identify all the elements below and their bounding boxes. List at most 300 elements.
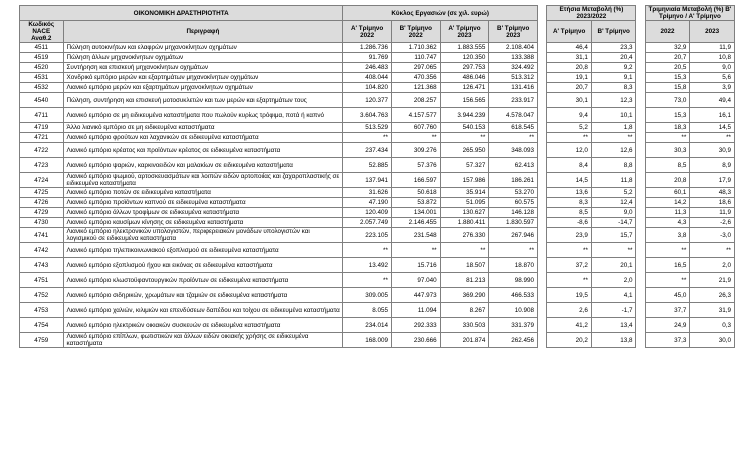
quarterly-change-2022-cell: 15,3	[645, 73, 690, 83]
turnover-q1-2023-cell: 201.874	[440, 333, 489, 348]
description-cell: Λιανικό εμπόριο προϊόντων καπνού σε ειδικευμένα καταστήματα	[63, 198, 343, 208]
column-gap	[636, 228, 645, 243]
table-row	[20, 243, 735, 258]
quarterly-change-2023-cell: 31,9	[690, 303, 735, 318]
turnover-q2-2022-cell: 470.356	[391, 73, 440, 83]
statistics-table-container	[19, 5, 735, 348]
description-cell: Λιανικό εμπόριο ψαριών, καρκινοειδών και μαλακίων σε ειδικευμένα καταστήματα	[63, 158, 343, 173]
column-gap	[636, 318, 645, 333]
column-gap	[538, 318, 547, 333]
nace-code-cell: 4743	[20, 258, 64, 273]
nace-code-cell: 4729	[20, 208, 64, 218]
annual-change-q2-cell: 11,8	[591, 173, 636, 188]
nace-code-cell: 4519	[20, 53, 64, 63]
column-gap	[636, 73, 645, 83]
description-cell: Λιανικό εμπόριο σε μη ειδικευμένα καταστήματα που πωλούν κυρίως τρόφιμα, ποτά ή καπνό	[63, 108, 343, 123]
nace-code-cell: 4752	[20, 288, 64, 303]
annual-change-q1-cell: 30,1	[547, 93, 592, 108]
column-gap	[538, 303, 547, 318]
column-gap	[538, 228, 547, 243]
nace-code-cell: 4723	[20, 158, 64, 173]
nace-code-cell: 4751	[20, 273, 64, 288]
column-gap	[636, 288, 645, 303]
nace-code-cell: 4753	[20, 303, 64, 318]
column-gap	[538, 133, 547, 143]
quarterly-change-2022-cell: 24,9	[645, 318, 690, 333]
turnover-q1-2023-cell: 486.046	[440, 73, 489, 83]
annual-change-q1-cell: 14,5	[547, 173, 592, 188]
table-row	[20, 93, 735, 108]
turnover-q1-2022-cell: **	[343, 133, 392, 143]
annual-change-q1-cell: **	[547, 243, 592, 258]
quarterly-change-2022-cell: 37,7	[645, 303, 690, 318]
quarterly-change-2022-cell: 20,7	[645, 53, 690, 63]
column-gap	[538, 273, 547, 288]
description-cell: Λιανικό εμπόριο ψωμιού, αρτοσκευασμάτων και λοιπών ειδών αρτοποιίας και ζαχαροπλαστικής σε ειδικευμένα καταστήματα	[63, 173, 343, 188]
turnover-q2-2022-cell: 11.094	[391, 303, 440, 318]
description-cell: Λιανικό εμπόριο επίπλων, φωτιστικών και άλλων ειδών οικιακής χρήσης σε ειδικευμένα καταστήματα	[63, 333, 343, 348]
nace-code-cell: 4721	[20, 133, 64, 143]
annual-change-q2-cell: 13,4	[591, 318, 636, 333]
turnover-q2-2022-cell: **	[391, 133, 440, 143]
column-gap	[636, 43, 645, 53]
turnover-q2-2022-cell: 134.001	[391, 208, 440, 218]
turnover-q2-2023-cell: 53.270	[489, 188, 538, 198]
table-row	[20, 73, 735, 83]
turnover-q2-2023-cell: 513.312	[489, 73, 538, 83]
quarterly-change-2022-cell: 8,5	[645, 158, 690, 173]
turnover-q1-2023-cell: 297.753	[440, 63, 489, 73]
description-cell: Λιανικό εμπόριο ποτών σε ειδικευμένα καταστήματα	[63, 188, 343, 198]
annual-group-header: Ετήσια Μεταβολή (%) 2023/2022	[547, 6, 636, 21]
quarterly-change-2023-cell: -2,6	[690, 218, 735, 228]
activity-title: ΟΙΚΟΝΟΜΙΚΗ ΔΡΑΣΤΗΡΙΟΤΗΤΑ	[20, 6, 343, 21]
annual-q1-header: Α' Τρίμηνο	[547, 21, 592, 43]
quarterly-change-2023-cell: 14,5	[690, 123, 735, 133]
description-cell: Συντήρηση και επισκευή μηχανοκίνητων οχημάτων	[63, 63, 343, 73]
column-gap	[636, 218, 645, 228]
nace-code-cell: 4520	[20, 63, 64, 73]
turnover-q2-2023-cell: 262.456	[489, 333, 538, 348]
column-gap	[538, 288, 547, 303]
turnover-q2-2023-cell: 267.946	[489, 228, 538, 243]
turnover-q2-2023-cell: 1.830.597	[489, 218, 538, 228]
turnover-q2-2022-cell: 110.747	[391, 53, 440, 63]
nace-code-cell: 4741	[20, 228, 64, 243]
description-cell: Λιανικό εμπόριο μερών και εξαρτημάτων μηχανοκίνητων οχημάτων	[63, 83, 343, 93]
column-gap	[538, 243, 547, 258]
turnover-q2-2022-cell: 121.368	[391, 83, 440, 93]
table-row	[20, 43, 735, 53]
table-body	[20, 43, 735, 348]
turnover-q2-2023-cell: 466.533	[489, 288, 538, 303]
turnover-q1-2023-cell: 3.944.239	[440, 108, 489, 123]
turnover-q1-2023-cell: 8.267	[440, 303, 489, 318]
annual-change-q2-cell: **	[591, 133, 636, 143]
annual-change-q1-cell: **	[547, 273, 592, 288]
column-gap	[538, 258, 547, 273]
quarterly-change-2023-cell: 16,1	[690, 108, 735, 123]
quarterly-change-2022-cell: 15,3	[645, 108, 690, 123]
column-gap	[538, 6, 547, 43]
nace-code-cell: 4540	[20, 93, 64, 108]
turnover-q1-2022-cell: 408.044	[343, 73, 392, 83]
turnover-q2-2022-cell: 4.157.577	[391, 108, 440, 123]
quarterly-change-2022-cell: 73,0	[645, 93, 690, 108]
annual-change-q1-cell: 20,2	[547, 333, 592, 348]
turnover-q2-2022-cell: 50.618	[391, 188, 440, 198]
column-gap	[538, 93, 547, 108]
column-gap	[538, 198, 547, 208]
turnover-q2-2022-header: Β' Τρίμηνο 2022	[391, 21, 440, 43]
table-row	[20, 208, 735, 218]
turnover-q1-2023-cell: 157.986	[440, 173, 489, 188]
table-row	[20, 303, 735, 318]
annual-change-q1-cell: 9,4	[547, 108, 592, 123]
quarterly-change-2022-cell: 3,8	[645, 228, 690, 243]
turnover-q1-2022-cell: 237.434	[343, 143, 392, 158]
turnover-q1-2022-cell: 223.105	[343, 228, 392, 243]
annual-change-q2-cell: 9,2	[591, 63, 636, 73]
annual-change-q1-cell: 31,1	[547, 53, 592, 63]
table-row	[20, 218, 735, 228]
turnover-q1-2022-cell: 120.377	[343, 93, 392, 108]
turnover-q1-2023-cell: 35.914	[440, 188, 489, 198]
turnover-q1-2022-cell: 246.483	[343, 63, 392, 73]
column-gap	[636, 198, 645, 208]
column-gap	[636, 243, 645, 258]
quarterly-change-2022-cell: 37,3	[645, 333, 690, 348]
nace-code-cell: 4726	[20, 198, 64, 208]
table-row	[20, 273, 735, 288]
turnover-q2-2023-cell: 10.908	[489, 303, 538, 318]
turnover-q2-2022-cell: 230.666	[391, 333, 440, 348]
annual-change-q1-cell: 8,5	[547, 208, 592, 218]
column-gap	[538, 218, 547, 228]
annual-change-q2-cell: 12,3	[591, 93, 636, 108]
quarterly-change-2023-cell: **	[690, 243, 735, 258]
description-cell: Λιανικό εμπόριο χαλιών, κιλιμιών και επενδύσεων δαπέδου και τοίχου σε ειδικευμένα καταστήματα	[63, 303, 343, 318]
nace-code-cell: 4754	[20, 318, 64, 333]
turnover-q2-2023-cell: 348.093	[489, 143, 538, 158]
table-row	[20, 258, 735, 273]
quarterly-change-2022-cell: 20,5	[645, 63, 690, 73]
annual-q2-header: Β' Τρίμηνο	[591, 21, 636, 43]
quarterly-change-2022-cell: 4,3	[645, 218, 690, 228]
quarterly-change-2022-cell: 18,3	[645, 123, 690, 133]
quarterly-change-2023-cell: **	[690, 133, 735, 143]
annual-change-q2-cell: 8,8	[591, 158, 636, 173]
column-gap	[538, 83, 547, 93]
column-gap	[636, 53, 645, 63]
table-row	[20, 333, 735, 348]
column-gap	[636, 63, 645, 73]
turnover-q1-2023-cell: 330.503	[440, 318, 489, 333]
annual-change-q2-cell: 23,3	[591, 43, 636, 53]
description-cell: Χονδρικό εμπόριο μερών και εξαρτημάτων μηχανοκίνητων οχημάτων	[63, 73, 343, 83]
turnover-q1-2023-cell: 81.213	[440, 273, 489, 288]
annual-change-q2-cell: 9,0	[591, 208, 636, 218]
column-gap	[538, 73, 547, 83]
quarterly-2023-header: 2023	[690, 21, 735, 43]
turnover-q1-2023-cell: **	[440, 133, 489, 143]
turnover-q1-2022-cell: 31.626	[343, 188, 392, 198]
annual-change-q1-cell: 46,4	[547, 43, 592, 53]
column-gap	[636, 208, 645, 218]
turnover-q2-2022-cell: **	[391, 243, 440, 258]
turnover-q2-2023-cell: 331.379	[489, 318, 538, 333]
turnover-q2-2022-cell: 607.760	[391, 123, 440, 133]
annual-change-q1-cell: 41,2	[547, 318, 592, 333]
description-cell: Λιανικό εμπόριο ηλεκτρονικών υπολογιστών, περιφερειακών μονάδων υπολογιστών και λογισμικού σε ειδικευμένα καταστήματα	[63, 228, 343, 243]
turnover-q2-2023-cell: 324.492	[489, 63, 538, 73]
turnover-q1-2022-cell: 2.057.749	[343, 218, 392, 228]
quarterly-change-2023-cell: 0,3	[690, 318, 735, 333]
annual-change-q1-cell: 20,7	[547, 83, 592, 93]
column-gap	[636, 303, 645, 318]
column-gap	[636, 133, 645, 143]
description-cell: Λιανικό εμπόριο κρέατος και προϊόντων κρέατος σε ειδικευμένα καταστήματα	[63, 143, 343, 158]
turnover-q2-2023-cell: 618.545	[489, 123, 538, 133]
nace-code-cell: 4724	[20, 173, 64, 188]
turnover-q2-2022-cell: 297.065	[391, 63, 440, 73]
table-row	[20, 53, 735, 63]
column-gap	[636, 93, 645, 108]
turnover-q2-2022-cell: 1.710.362	[391, 43, 440, 53]
turnover-q1-2022-cell: 234.014	[343, 318, 392, 333]
turnover-q1-2023-cell: 120.350	[440, 53, 489, 63]
column-gap	[636, 173, 645, 188]
column-gap	[636, 273, 645, 288]
turnover-q1-2023-cell: 276.330	[440, 228, 489, 243]
quarterly-change-2022-cell: 45,0	[645, 288, 690, 303]
table-row	[20, 63, 735, 73]
description-cell: Πώληση άλλων μηχανοκίνητων οχημάτων	[63, 53, 343, 63]
description-cell: Λιανικό εμπόριο τηλεπικοινωνιακού εξοπλισμού σε ειδικευμένα καταστήματα	[63, 243, 343, 258]
nace-code-cell: 4742	[20, 243, 64, 258]
quarterly-change-2023-cell: 17,9	[690, 173, 735, 188]
annual-change-q2-cell: -14,7	[591, 218, 636, 228]
quarterly-change-2022-cell: 30,3	[645, 143, 690, 158]
quarterly-change-2023-cell: 49,4	[690, 93, 735, 108]
turnover-q2-2023-cell: 18.870	[489, 258, 538, 273]
quarterly-change-2023-cell: -3,0	[690, 228, 735, 243]
column-gap	[538, 123, 547, 133]
turnover-q2-2022-cell: 166.597	[391, 173, 440, 188]
turnover-table	[19, 5, 735, 348]
turnover-q2-2022-cell: 208.257	[391, 93, 440, 108]
nace-code-cell: 4531	[20, 73, 64, 83]
quarterly-change-2022-cell: **	[645, 273, 690, 288]
annual-change-q2-cell: 20,4	[591, 53, 636, 63]
column-gap	[538, 208, 547, 218]
column-gap	[538, 173, 547, 188]
table-row	[20, 158, 735, 173]
quarterly-group-header: Τριμηνιαία Μεταβολή (%) Β' Τρίμηνο / Α' Τρίμηνο	[645, 6, 734, 21]
description-cell: Λιανικό εμπόριο άλλων τροφίμων σε ειδικευμένα καταστήματα	[63, 208, 343, 218]
annual-change-q1-cell: 13,6	[547, 188, 592, 198]
turnover-q1-2022-cell: 52.885	[343, 158, 392, 173]
annual-change-q2-cell: 8,3	[591, 83, 636, 93]
turnover-q1-2023-header: Α' Τρίμηνο 2023	[440, 21, 489, 43]
quarterly-change-2022-cell: 32,9	[645, 43, 690, 53]
column-gap	[636, 158, 645, 173]
turnover-q2-2022-cell: 53.872	[391, 198, 440, 208]
nace-code-cell: 4532	[20, 83, 64, 93]
quarterly-change-2023-cell: 18,6	[690, 198, 735, 208]
quarterly-change-2022-cell: 14,2	[645, 198, 690, 208]
column-gap	[538, 333, 547, 348]
nace-code-cell: 4759	[20, 333, 64, 348]
quarterly-change-2023-cell: 11,9	[690, 208, 735, 218]
table-row	[20, 188, 735, 198]
turnover-q1-2022-cell: 120.409	[343, 208, 392, 218]
annual-change-q2-cell: 4,1	[591, 288, 636, 303]
turnover-q2-2023-cell: **	[489, 243, 538, 258]
turnover-q1-2023-cell: 126.471	[440, 83, 489, 93]
annual-change-q1-cell: 37,2	[547, 258, 592, 273]
quarterly-change-2023-cell: 21,9	[690, 273, 735, 288]
column-gap	[636, 143, 645, 158]
quarterly-change-2023-cell: 10,8	[690, 53, 735, 63]
turnover-q1-2023-cell: 1.880.411	[440, 218, 489, 228]
annual-change-q2-cell: 15,7	[591, 228, 636, 243]
turnover-q2-2022-cell: 97.040	[391, 273, 440, 288]
nace-code-cell: 4722	[20, 143, 64, 158]
quarterly-change-2022-cell: 16,5	[645, 258, 690, 273]
description-cell: Λιανικό εμπόριο σιδηρικών, χρωμάτων και τζαμιών σε ειδικευμένα καταστήματα	[63, 288, 343, 303]
quarterly-change-2023-cell: 9,0	[690, 63, 735, 73]
annual-change-q1-cell: 5,2	[547, 123, 592, 133]
turnover-q2-2022-cell: 292.333	[391, 318, 440, 333]
table-row	[20, 123, 735, 133]
nace-code-cell: 4511	[20, 43, 64, 53]
turnover-q1-2022-cell: 91.769	[343, 53, 392, 63]
description-cell: Πώληση, συντήρηση και επισκευή μοτοσυκλετών και των μερών και εξαρτημάτων τους	[63, 93, 343, 108]
turnover-q2-2023-cell: 60.575	[489, 198, 538, 208]
column-gap	[538, 143, 547, 158]
annual-change-q1-cell: -8,6	[547, 218, 592, 228]
annual-change-q1-cell: 8,4	[547, 158, 592, 173]
description-column-header: Περιγραφή	[63, 21, 343, 43]
description-cell: Άλλο λιανικό εμπόριο σε μη ειδικευμένα καταστήματα	[63, 123, 343, 133]
column-gap	[636, 6, 645, 43]
turnover-q2-2022-cell: 57.376	[391, 158, 440, 173]
annual-change-q2-cell: 10,1	[591, 108, 636, 123]
table-row	[20, 198, 735, 208]
quarterly-change-2022-cell: 60,1	[645, 188, 690, 198]
table-row	[20, 228, 735, 243]
nace-code-cell: 4719	[20, 123, 64, 133]
quarterly-change-2023-cell: 30,9	[690, 143, 735, 158]
turnover-q2-2023-cell: 2.108.404	[489, 43, 538, 53]
table-row	[20, 318, 735, 333]
turnover-q1-2023-cell: 156.565	[440, 93, 489, 108]
turnover-q1-2022-cell: 8.055	[343, 303, 392, 318]
annual-change-q2-cell: 5,2	[591, 188, 636, 198]
annual-change-q1-cell: 19,5	[547, 288, 592, 303]
turnover-q2-2023-cell: 4.578.047	[489, 108, 538, 123]
turnover-q1-2022-cell: 1.286.736	[343, 43, 392, 53]
turnover-q1-2023-cell: 57.327	[440, 158, 489, 173]
turnover-q1-2022-cell: **	[343, 243, 392, 258]
turnover-q2-2023-cell: 98.990	[489, 273, 538, 288]
annual-change-q1-cell: **	[547, 133, 592, 143]
column-gap	[538, 63, 547, 73]
table-row	[20, 133, 735, 143]
nace-code-cell: 4725	[20, 188, 64, 198]
column-gap	[538, 158, 547, 173]
quarterly-2022-header: 2022	[645, 21, 690, 43]
annual-change-q2-cell: 1,8	[591, 123, 636, 133]
turnover-q1-2023-cell: 51.095	[440, 198, 489, 208]
turnover-q1-2022-cell: 104.820	[343, 83, 392, 93]
turnover-q1-2023-cell: 369.290	[440, 288, 489, 303]
table-row	[20, 83, 735, 93]
quarterly-change-2023-cell: 2,0	[690, 258, 735, 273]
description-cell: Πώληση αυτοκινήτων και ελαφρών μηχανοκίνητων οχημάτων	[63, 43, 343, 53]
annual-change-q2-cell: 2,0	[591, 273, 636, 288]
quarterly-change-2023-cell: 3,9	[690, 83, 735, 93]
turnover-q1-2022-cell: 137.941	[343, 173, 392, 188]
turnover-q2-2022-cell: 15.716	[391, 258, 440, 273]
annual-change-q2-cell: 9,1	[591, 73, 636, 83]
turnover-q1-2023-cell: 540.153	[440, 123, 489, 133]
turnover-q2-2023-cell: 146.128	[489, 208, 538, 218]
turnover-q1-2022-cell: **	[343, 273, 392, 288]
table-row	[20, 108, 735, 123]
table-row	[20, 143, 735, 158]
quarterly-change-2022-cell: 20,8	[645, 173, 690, 188]
turnover-q1-2022-cell: 3.604.763	[343, 108, 392, 123]
annual-change-q1-cell: 12,0	[547, 143, 592, 158]
column-gap	[538, 53, 547, 63]
annual-change-q2-cell: 12,6	[591, 143, 636, 158]
annual-change-q2-cell: 20,1	[591, 258, 636, 273]
nace-code-cell: 4730	[20, 218, 64, 228]
quarterly-change-2023-cell: 8,9	[690, 158, 735, 173]
column-gap	[636, 333, 645, 348]
turnover-q2-2022-cell: 2.146.455	[391, 218, 440, 228]
annual-change-q2-cell: -1,7	[591, 303, 636, 318]
table-row	[20, 173, 735, 188]
column-gap	[538, 43, 547, 53]
quarterly-change-2023-cell: 26,3	[690, 288, 735, 303]
turnover-q2-2022-cell: 447.973	[391, 288, 440, 303]
column-gap	[636, 123, 645, 133]
turnover-q1-2022-cell: 13.492	[343, 258, 392, 273]
table-header	[20, 6, 735, 43]
description-cell: Λιανικό εμπόριο κλωστοϋφαντουργικών προϊόντων σε ειδικευμένα καταστήματα	[63, 273, 343, 288]
turnover-q2-2023-cell: **	[489, 133, 538, 143]
turnover-q1-2023-cell: 1.883.555	[440, 43, 489, 53]
column-gap	[636, 108, 645, 123]
turnover-group-header: Κύκλος Εργασιών (σε χιλ. ευρώ)	[343, 6, 538, 21]
annual-change-q2-cell: 12,4	[591, 198, 636, 208]
annual-change-q1-cell: 20,8	[547, 63, 592, 73]
annual-change-q2-cell: 13,8	[591, 333, 636, 348]
description-cell: Λιανικό εμπόριο καυσίμων κίνησης σε ειδικευμένα καταστήματα	[63, 218, 343, 228]
turnover-q2-2023-cell: 133.388	[489, 53, 538, 63]
turnover-q2-2022-cell: 309.276	[391, 143, 440, 158]
description-cell: Λιανικό εμπόριο φρούτων και λαχανικών σε ειδικευμένα καταστήματα	[63, 133, 343, 143]
annual-change-q1-cell: 8,3	[547, 198, 592, 208]
nace-code-cell: 4711	[20, 108, 64, 123]
turnover-q1-2022-cell: 513.529	[343, 123, 392, 133]
quarterly-change-2022-cell: 11,3	[645, 208, 690, 218]
annual-change-q1-cell: 2,6	[547, 303, 592, 318]
quarterly-change-2023-cell: 11,9	[690, 43, 735, 53]
